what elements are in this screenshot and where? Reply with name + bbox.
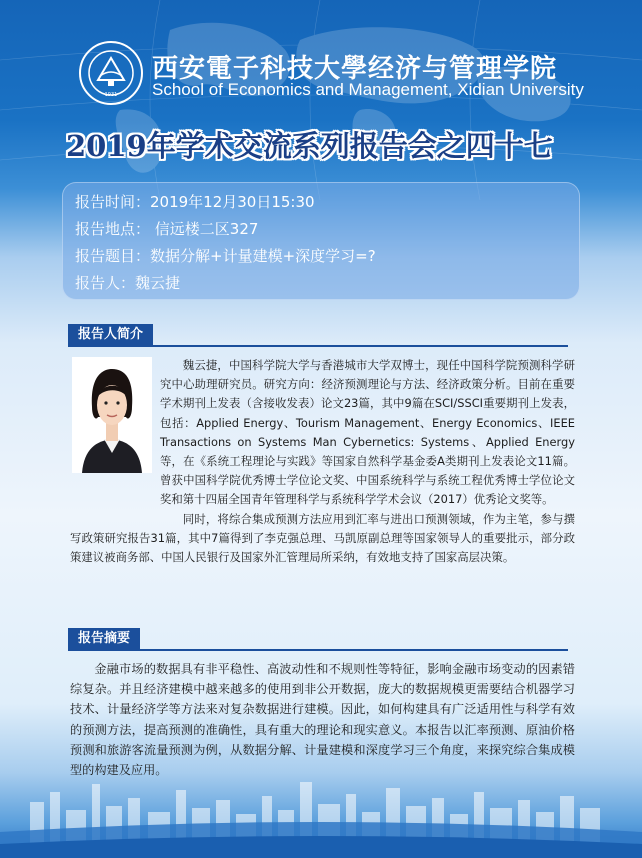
bio-section-title: 报告人简介 — [68, 324, 153, 346]
abstract-section-title: 报告摘要 — [68, 628, 140, 650]
series-title: 2019年学术交流系列报告会之四十七 — [66, 129, 553, 163]
bio-section-rule — [68, 345, 568, 347]
abstract-section-rule — [68, 649, 568, 651]
poster-header — [0, 0, 642, 112]
bio-paragraph: 魏云捷，中国科学院大学与香港城市大学双博士，现任中国科学院预测科学研究中心助理研究员。研究方向：经济预测理论与方法、经济政策分析。目前在重要学术期刊上发表（含接收发表）论文23篇，其中9篇在SCI/SSCI重要期刊上发表，包括：Applied Energy、Tourism Management、Energy Economics、IEEE Transactions on Systems Man Cybernetics: Systems、Applied Energy等，在《系统工程理论与实践》等国家自然科学基金委A类期刊上发表论文11篇。曾获中国科学院优秀博士学位论文奖、中国系统科学与系统工程优秀博士学位论文奖和第十四届全国青年管理科学与系统科学学术会议（2017）优秀论文奖等。 — [160, 358, 575, 507]
university-name-en: School of Economics and Management, Xidian University — [152, 80, 584, 99]
bio-section-header — [68, 324, 568, 348]
speaker-bio — [70, 356, 575, 567]
photo-spacer — [70, 356, 160, 528]
svg-text:1931: 1931 — [104, 92, 118, 98]
talk-info-box — [62, 182, 580, 300]
talk-location: 报告地点： 信远楼二区327 — [75, 220, 259, 238]
talk-speaker: 报告人：魏云捷 — [75, 274, 181, 292]
talk-topic: 报告题目：数据分解+计量建模+深度学习=? — [75, 247, 376, 265]
university-emblem-icon — [78, 40, 144, 106]
university-name-cn: 西安電子科技大學经济与管理学院 — [152, 54, 558, 84]
talk-time: 报告时间：2019年12月30日15:30 — [75, 193, 315, 211]
abstract-paragraph: 金融市场的数据具有非平稳性、高波动性和不规则性等特征，影响金融市场变动的因素错综复杂。并且经济建模中越来越多的使用到非公开数据，庞大的数据规模更需要结合机器学习技术、计量经济学等方法来对复杂数据进行建模。因此，如何构建具有广泛适用性与科学有效的预测方法，提高预测的准确性，具有重大的理论和现实意义。本报告以汇率预测、原油价格预测和旅游客流量预测为例，从数据分解、计量建模和深度学习三个角度，来探究综合集成模型的构建及应用。 — [70, 662, 575, 778]
city-skyline-decoration — [0, 762, 642, 858]
abstract-section-header — [68, 628, 568, 652]
bio-paragraph: 同时，将综合集成预测方法应用到汇率与进出口预测领域，作为主笔，参与撰写政策研究报告31篇，其中7篇得到了李克强总理、马凯原副总理等国家领导人的重要批示，部分政策建议被商务部、中国人民银行及国家外汇管理局所采纳，有效地支持了国家高层决策。 — [70, 511, 575, 565]
